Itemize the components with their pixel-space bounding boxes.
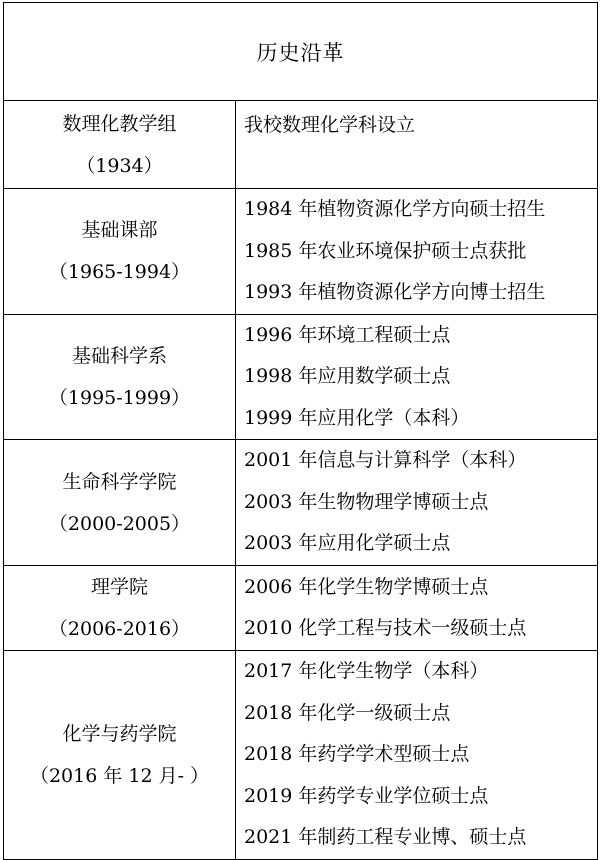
- event-item: 2017 年化学生物学（本科）: [244, 660, 489, 683]
- event-item: 1984 年植物资源化学方向硕士招生: [244, 198, 546, 220]
- stage-cell: [4, 314, 236, 440]
- event-item: 1996 年环境工程硕士点: [244, 323, 451, 346]
- events-cell: [236, 189, 598, 315]
- event-item: 2018 年化学一级硕士点: [244, 701, 451, 724]
- stage-period: （1934）: [76, 154, 163, 177]
- stage-cell: [4, 101, 236, 189]
- event-item: 2003 年应用化学硕士点: [244, 532, 451, 555]
- table-row: [4, 314, 598, 440]
- stage-name: 基础科学系: [71, 344, 167, 367]
- event-item: 2001 年信息与计算科学（本科）: [244, 449, 527, 472]
- event-item: 1985 年农业环境保护硕士点获批: [244, 239, 527, 262]
- event-item: 1999 年应用化学（本科）: [244, 406, 470, 429]
- stage-cell: [4, 440, 236, 566]
- stage-period: （2006-2016）: [48, 618, 191, 640]
- table-row: [4, 101, 598, 189]
- events-cell: [236, 101, 598, 189]
- stage-period: （1995-1999）: [48, 386, 191, 409]
- stage-cell: [4, 566, 236, 651]
- event-item: 2018 年药学学术型硕士点: [244, 743, 470, 766]
- table-row: [4, 189, 598, 315]
- stage-period: （1965-1994）: [48, 261, 191, 284]
- events-cell: [236, 566, 598, 651]
- stage-name: 基础课部: [81, 219, 158, 242]
- stage-name: 化学与药学院: [62, 723, 177, 745]
- table-row: [4, 651, 598, 860]
- stage-name: 数理化教学组: [62, 112, 177, 135]
- table-row: [4, 440, 598, 566]
- stage-name: 理学院: [90, 576, 148, 598]
- stage-period: （2016 年 12 月- ）: [29, 765, 210, 787]
- stage-cell: [4, 189, 236, 315]
- page-title: 历史沿革: [4, 3, 598, 101]
- table-row: [4, 566, 598, 651]
- event-item: 2003 年生物物理学博硕士点: [244, 490, 489, 513]
- stage-cell: [4, 651, 236, 860]
- history-table: [3, 2, 598, 860]
- title-row: [4, 3, 598, 101]
- events-cell: [236, 651, 598, 860]
- event-item: 1993 年植物资源化学方向博士招生: [244, 281, 546, 303]
- event-item: 2021 年制药工程专业博、硕士点: [244, 826, 527, 849]
- event-item: 2019 年药学专业学位硕士点: [244, 784, 489, 807]
- events-cell: [236, 440, 598, 566]
- event-item: 我校数理化学科设立: [244, 114, 416, 136]
- event-item: 2006 年化学生物学博硕士点: [244, 575, 489, 598]
- event-item: 1998 年应用数学硕士点: [244, 365, 451, 387]
- stage-name: 生命科学学院: [62, 470, 177, 493]
- event-item: 2010 化学工程与技术一级硕士点: [244, 617, 527, 639]
- events-cell: [236, 314, 598, 440]
- stage-period: （2000-2005）: [48, 512, 191, 535]
